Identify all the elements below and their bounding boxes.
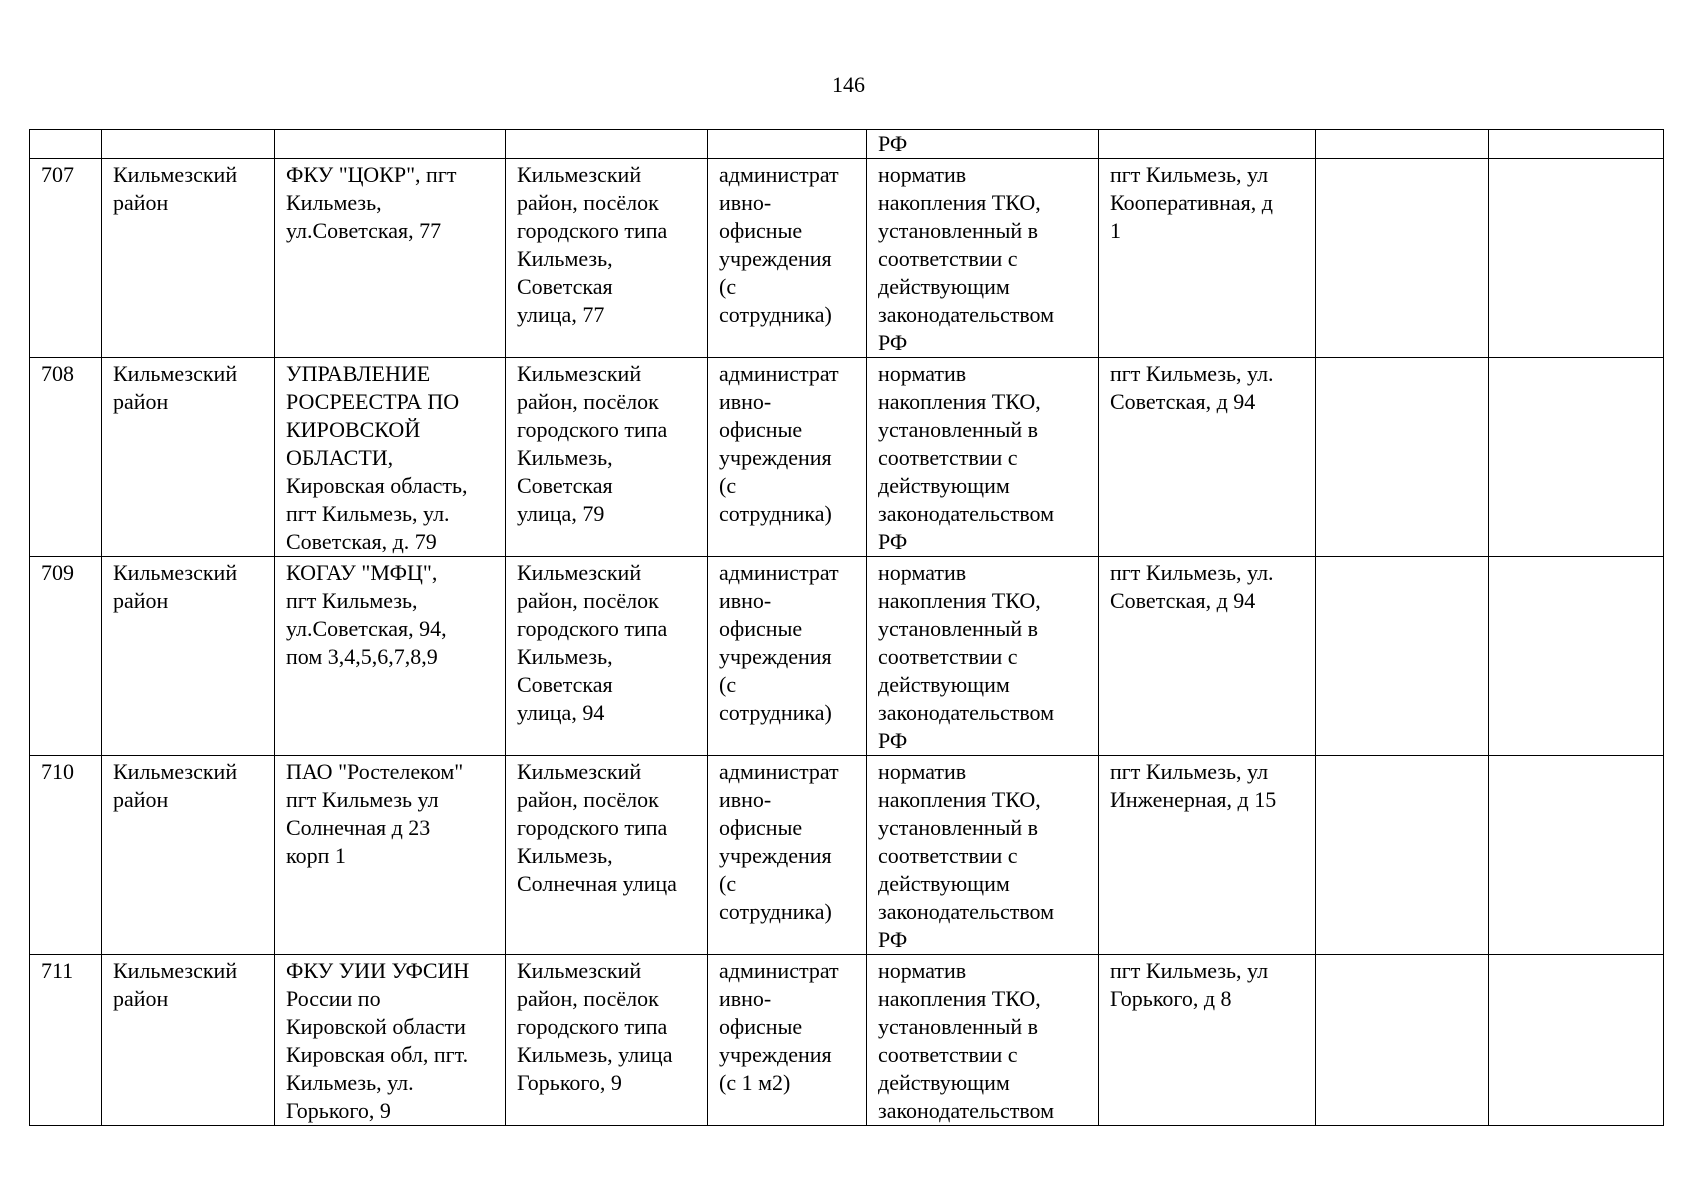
cell-extra-2 (1489, 955, 1664, 1126)
cell-location: Кильмезский район, посёлок городского типа Кильмезь, Советская улица, 94 (506, 557, 708, 756)
cell-num: 708 (30, 358, 102, 557)
cell-site-address: пгт Кильмезь, ул Инженерная, д 15 (1099, 756, 1316, 955)
cell-district (102, 130, 275, 159)
page-number: 146 (832, 72, 865, 97)
cell-extra-2 (1489, 358, 1664, 557)
cell-site-address: пгт Кильмезь, ул Горького, д 8 (1099, 955, 1316, 1126)
cell-extra-1 (1316, 756, 1489, 955)
cell-district: Кильмезский район (102, 955, 275, 1126)
cell-organization: ФКУ "ЦОКР", пгт Кильмезь, ул.Советская, 77 (275, 159, 506, 358)
registry-table (29, 129, 1664, 1126)
cell-organization: УПРАВЛЕНИЕ РОСРЕЕСТРА ПО КИРОВСКОЙ ОБЛАСТИ, Кировская область, пгт Кильмезь, ул. Советская, д. 79 (275, 358, 506, 557)
cell-organization: КОГАУ "МФЦ", пгт Кильмезь, ул.Советская, 94, пом 3,4,5,6,7,8,9 (275, 557, 506, 756)
cell-norm: норматив накопления ТКО, установленный в соответствии с действующим законодательством РФ (867, 756, 1099, 955)
cell-district: Кильмезский район (102, 159, 275, 358)
cell-category: администрат ивно- офисные учреждения (с сотрудника) (708, 159, 867, 358)
cell-location: Кильмезский район, посёлок городского типа Кильмезь, улица Горького, 9 (506, 955, 708, 1126)
cell-num: 709 (30, 557, 102, 756)
table-row (30, 557, 1664, 756)
cell-norm: норматив накопления ТКО, установленный в соответствии с действующим законодательством РФ (867, 159, 1099, 358)
cell-num (30, 130, 102, 159)
cell-norm: норматив накопления ТКО, установленный в соответствии с действующим законодательством РФ (867, 557, 1099, 756)
cell-extra-2 (1489, 756, 1664, 955)
table-row-continuation (30, 130, 1664, 159)
table-row (30, 159, 1664, 358)
cell-category: администрат ивно- офисные учреждения (с сотрудника) (708, 557, 867, 756)
cell-location: Кильмезский район, посёлок городского типа Кильмезь, Советская улица, 79 (506, 358, 708, 557)
cell-category: администрат ивно- офисные учреждения (с 1 м2) (708, 955, 867, 1126)
table-row (30, 756, 1664, 955)
table-row (30, 955, 1664, 1126)
cell-extra-2 (1489, 159, 1664, 358)
cell-district: Кильмезский район (102, 358, 275, 557)
cell-norm: норматив накопления ТКО, установленный в соответствии с действующим законодательством РФ (867, 358, 1099, 557)
cell-site-address: пгт Кильмезь, ул. Советская, д 94 (1099, 557, 1316, 756)
cell-norm: РФ (867, 130, 1099, 159)
cell-location (506, 130, 708, 159)
cell-num: 711 (30, 955, 102, 1126)
cell-num: 710 (30, 756, 102, 955)
cell-category: администрат ивно- офисные учреждения (с сотрудника) (708, 358, 867, 557)
cell-extra-1 (1316, 159, 1489, 358)
cell-site-address: пгт Кильмезь, ул Кооперативная, д 1 (1099, 159, 1316, 358)
cell-site-address (1099, 130, 1316, 159)
cell-extra-2 (1489, 557, 1664, 756)
table-row (30, 358, 1664, 557)
cell-category (708, 130, 867, 159)
cell-num: 707 (30, 159, 102, 358)
cell-norm: норматив накопления ТКО, установленный в соответствии с действующим законодательством (867, 955, 1099, 1126)
cell-extra-1 (1316, 130, 1489, 159)
cell-site-address: пгт Кильмезь, ул. Советская, д 94 (1099, 358, 1316, 557)
cell-extra-2 (1489, 130, 1664, 159)
cell-organization: ПАО "Ростелеком" пгт Кильмезь ул Солнечная д 23 корп 1 (275, 756, 506, 955)
cell-extra-1 (1316, 358, 1489, 557)
cell-location: Кильмезский район, посёлок городского типа Кильмезь, Солнечная улица (506, 756, 708, 955)
cell-organization: ФКУ УИИ УФСИН России по Кировской области Кировская обл, пгт. Кильмезь, ул. Горького, 9 (275, 955, 506, 1126)
cell-extra-1 (1316, 955, 1489, 1126)
cell-extra-1 (1316, 557, 1489, 756)
cell-district: Кильмезский район (102, 756, 275, 955)
cell-organization (275, 130, 506, 159)
cell-location: Кильмезский район, посёлок городского типа Кильмезь, Советская улица, 77 (506, 159, 708, 358)
cell-district: Кильмезский район (102, 557, 275, 756)
cell-category: администрат ивно- офисные учреждения (с сотрудника) (708, 756, 867, 955)
